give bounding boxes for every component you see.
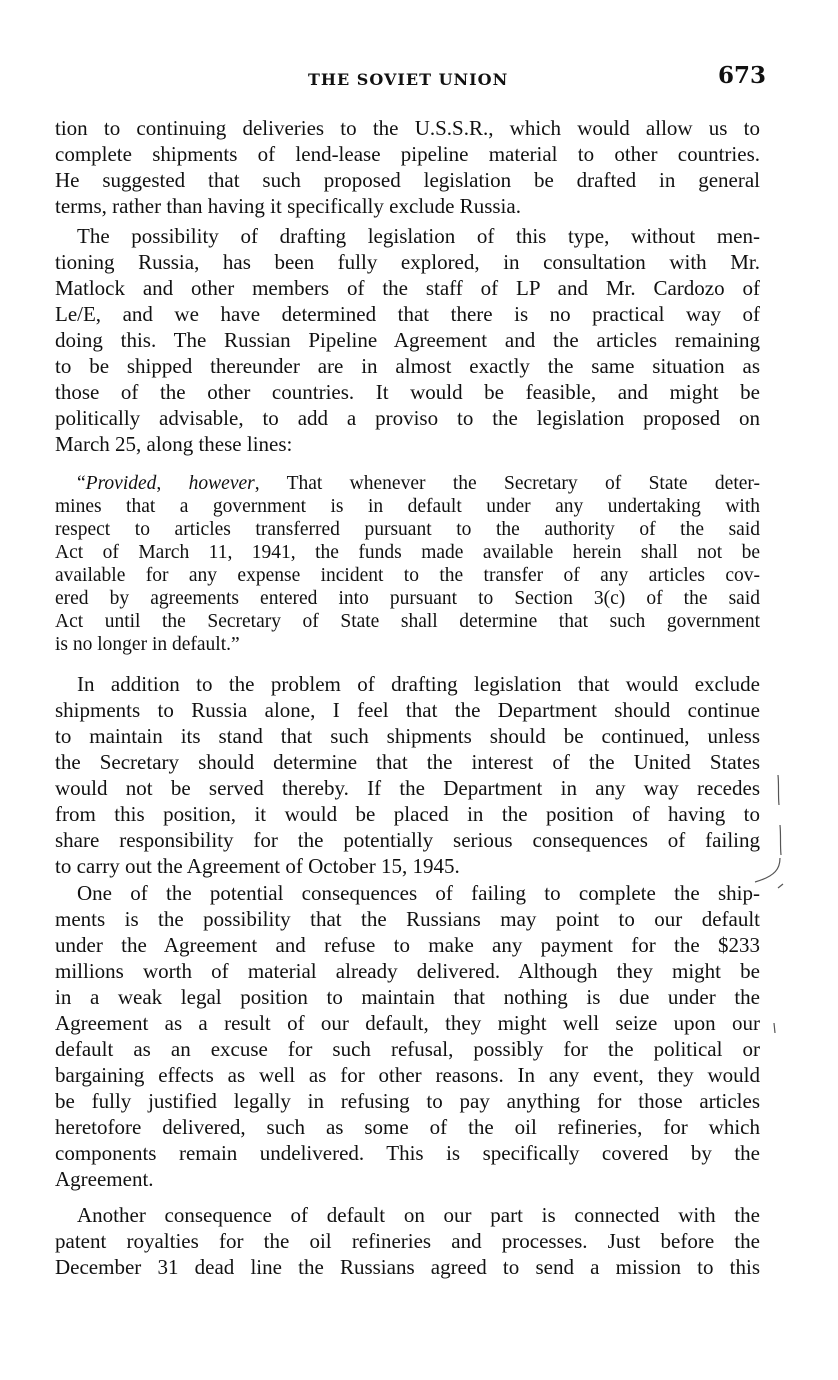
text-line: One of the potential consequences of failing to complete the ship- <box>77 881 760 905</box>
text-line: Act of March 11, 1941, the funds made available herein shall not be <box>55 542 760 563</box>
text-line: those of the other countries. It would be feasible, and might be <box>55 380 760 404</box>
text-line: share responsibility for the potentially serious consequences of failing <box>55 828 760 852</box>
text-line: politically advisable, to add a proviso to the legislation proposed on <box>55 406 760 430</box>
text-line: shipments to Russia alone, I feel that the Department should continue <box>55 698 760 722</box>
text-line: to carry out the Agreement of October 15, 1945. <box>55 854 460 878</box>
text-line: patent royalties for the oil refineries and processes. Just before the <box>55 1229 760 1253</box>
text-line: The possibility of drafting legislation of this type, without men- <box>77 224 760 248</box>
text-line: “Provided, however, That whenever the Secretary of State deter- <box>77 473 760 494</box>
text-line: Le/E, and we have determined that there is no practical way of <box>55 302 760 326</box>
text-line: default as an excuse for such refusal, possibly for the political or <box>55 1037 760 1061</box>
emphasis-provided: Provided <box>85 473 157 494</box>
text-line: Agreement as a result of our default, they might well seize upon our <box>55 1011 760 1035</box>
paragraph-4 <box>55 880 760 1192</box>
text-line: tion to continuing deliveries to the U.S.S.R., which would allow us to <box>55 116 760 140</box>
text-line: ered by agreements entered into pursuant to Section 3(c) of the said <box>55 588 760 609</box>
text-line: to be shipped thereunder are in almost exactly the same situation as <box>55 354 760 378</box>
text-line: the Secretary should determine that the interest of the United States <box>55 750 760 774</box>
page-number: 673 <box>718 62 767 89</box>
running-header-title: THE SOVIET UNION <box>308 70 509 89</box>
text-line: December 31 dead line the Russians agreed to send a mission to this <box>55 1255 760 1279</box>
paragraph-2 <box>55 223 760 457</box>
text-line: from this position, it would be placed in the position of having to <box>55 802 760 826</box>
text-line: Another consequence of default on our part is connected with the <box>77 1203 760 1227</box>
text-line: would not be served thereby. If the Department in any way recedes <box>55 776 760 800</box>
text-line: ments is the possibility that the Russians may point to our default <box>55 907 760 931</box>
text-line: available for any expense incident to the transfer of any articles cov- <box>55 565 760 586</box>
text-line: heretofore delivered, such as some of the oil refineries, for which <box>55 1115 760 1139</box>
margin-pencil-mark <box>750 770 790 890</box>
text-line: tioning Russia, has been fully explored, in consultation with Mr. <box>55 250 760 274</box>
paragraph-5 <box>55 1202 760 1280</box>
paragraph-3 <box>55 671 760 879</box>
text-line: be fully justified legally in refusing to pay anything for those articles <box>55 1089 760 1113</box>
text-line: millions worth of material already delivered. Although they might be <box>55 959 760 983</box>
text-line: in a weak legal position to maintain that nothing is due under the <box>55 985 760 1009</box>
text-line: Agreement. <box>55 1167 154 1191</box>
text-line: complete shipments of lend-lease pipeline material to other countries. <box>55 142 760 166</box>
text-line: March 25, along these lines: <box>55 432 293 456</box>
text-line: bargaining effects as well as for other reasons. In any event, they would <box>55 1063 760 1087</box>
margin-pencil-tick <box>760 985 790 1045</box>
text-line: components remain undelivered. This is specifically covered by the <box>55 1141 760 1165</box>
paragraph-1 <box>55 115 760 219</box>
text-line: Matlock and other members of the staff of LP and Mr. Cardozo of <box>55 276 760 300</box>
text-line: mines that a government is in default under any undertaking with <box>55 496 760 517</box>
text-line: He suggested that such proposed legislation be drafted in general <box>55 168 760 192</box>
text-line: is no longer in default.” <box>55 634 240 655</box>
text-line: doing this. The Russian Pipeline Agreement and the articles remaining <box>55 328 760 352</box>
text-line: Act until the Secretary of State shall determine that such government <box>55 611 760 632</box>
text-line: respect to articles transferred pursuant to the authority of the said <box>55 519 760 540</box>
block-quote <box>55 472 760 656</box>
text-line: under the Agreement and refuse to make any payment for the $233 <box>55 933 760 957</box>
text-line: terms, rather than having it specifically exclude Russia. <box>55 194 521 218</box>
emphasis-however: however <box>188 473 255 494</box>
text-line: to maintain its stand that such shipments should be continued, unless <box>55 724 760 748</box>
text-line: In addition to the problem of drafting legislation that would exclude <box>77 672 760 696</box>
